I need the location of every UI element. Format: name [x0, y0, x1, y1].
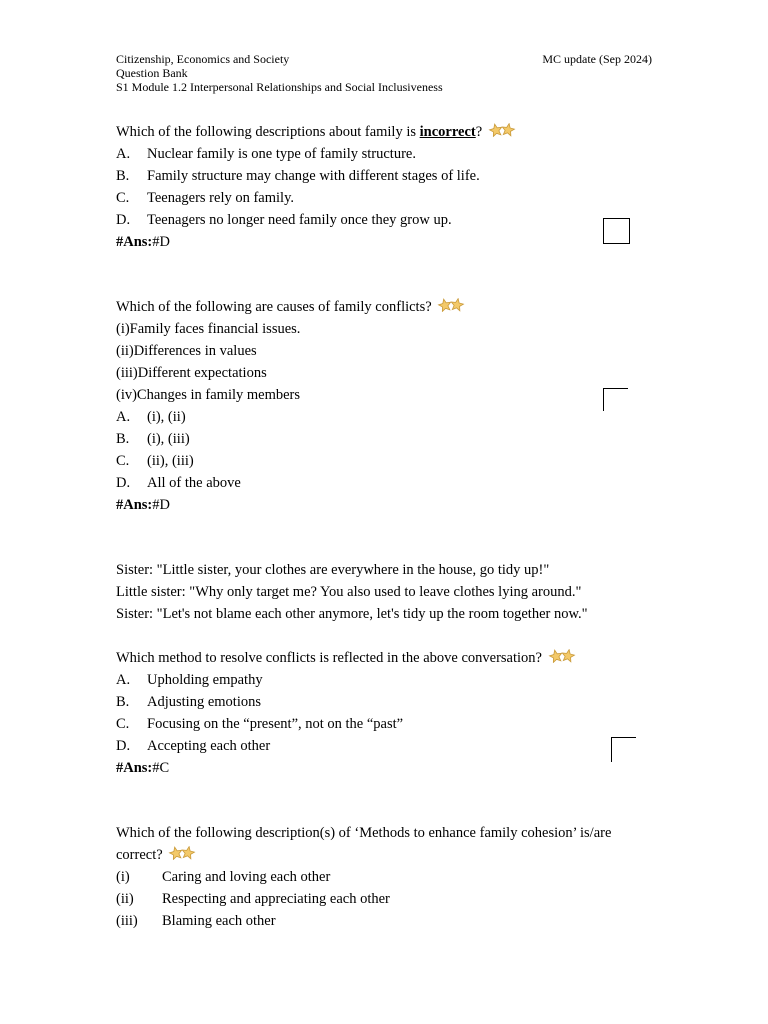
q1-option-a: A. Nuclear family is one type of family structure. — [116, 146, 416, 162]
q3-dialogue-line: Sister: "Let's not blame each other anymore, let's tidy up the room together now." — [116, 606, 588, 622]
two-star-icon — [548, 648, 576, 670]
document-header — [116, 52, 443, 94]
q1-stem: Which of the following descriptions about family is incorrect? — [116, 121, 516, 144]
q1-answer: #Ans:#D — [116, 234, 170, 250]
q4-statement: (iii) Blaming each other — [116, 913, 276, 929]
q3-option-a: A. Upholding empathy — [116, 672, 263, 688]
q3-option-d: D. Accepting each other — [116, 738, 271, 754]
q2-option-d: D. All of the above — [116, 475, 241, 491]
q2-statement: (iii)Different expectations — [116, 365, 267, 381]
q3-dialogue-line: Little sister: "Why only target me? You also used to leave clothes lying around." — [116, 584, 582, 600]
answer-box — [603, 218, 630, 244]
answer-box-corner — [611, 737, 636, 762]
q2-statement: (iv)Changes in family members — [116, 387, 301, 403]
q4-statement: (i) Caring and loving each other — [116, 869, 331, 885]
q2-option-a: A. (i), (ii) — [116, 409, 186, 425]
header-update: MC update (Sep 2024) — [542, 52, 652, 66]
header-module: S1 Module 1.2 Interpersonal Relationships and Social Inclusiveness — [116, 80, 443, 94]
q4-statement: (ii) Respecting and appreciating each other — [116, 891, 390, 907]
q3-stem: Which method to resolve conflicts is reflected in the above conversation? — [116, 647, 576, 670]
q2-option-c: C. (ii), (iii) — [116, 453, 194, 469]
q1-option-d: D. Teenagers no longer need family once they grow up. — [116, 212, 452, 228]
q1-option-b: B. Family structure may change with different stages of life. — [116, 168, 480, 184]
answer-box-corner — [603, 388, 628, 411]
two-star-icon — [488, 122, 516, 144]
header-bank: Question Bank — [116, 66, 188, 80]
header-subject: Citizenship, Economics and Society — [116, 52, 290, 66]
q1-option-c: C. Teenagers rely on family. — [116, 190, 295, 206]
q4-stem-line2: correct? — [116, 844, 196, 867]
two-star-icon — [168, 845, 196, 867]
q3-answer: #Ans:#C — [116, 760, 170, 776]
q2-answer: #Ans:#D — [116, 497, 170, 513]
q3-option-c: C. Focusing on the “present”, not on the “past” — [116, 716, 404, 732]
q1-stem-emphasis: incorrect — [419, 124, 476, 140]
q3-option-b: B. Adjusting emotions — [116, 694, 261, 710]
q2-statement: (i)Family faces financial issues. — [116, 321, 301, 337]
q2-option-b: B. (i), (iii) — [116, 431, 190, 447]
q4-stem-line1: Which of the following description(s) of ‘Methods to enhance family cohesion’ is/are — [116, 825, 612, 841]
q2-statement: (ii)Differences in values — [116, 343, 257, 359]
q2-stem: Which of the following are causes of family conflicts? — [116, 296, 465, 319]
q3-dialogue-line: Sister: "Little sister, your clothes are everywhere in the house, go tidy up!" — [116, 562, 550, 578]
two-star-icon — [437, 297, 465, 319]
